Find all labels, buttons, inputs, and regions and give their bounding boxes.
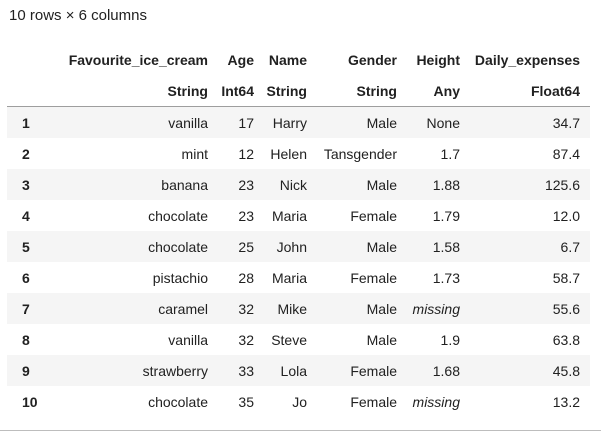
cell-age: 33 <box>238 362 254 379</box>
cell-favourite-ice-cream: vanilla <box>168 331 208 348</box>
cell-daily-expenses: 87.4 <box>552 145 580 162</box>
column-type-daily-expenses: Float64 <box>464 75 590 107</box>
cell-name: Helen <box>270 145 307 162</box>
column-type-height: Any <box>401 75 464 107</box>
cell-height: 1.7 <box>440 145 460 162</box>
cell-height: 1.79 <box>432 207 460 224</box>
table-row <box>7 355 590 386</box>
cell-height: 1.73 <box>432 269 460 286</box>
cell-name: Nick <box>279 176 307 193</box>
table-row <box>7 293 590 324</box>
table-row <box>7 169 590 200</box>
row-index: 9 <box>22 362 30 379</box>
row-index: 10 <box>22 393 38 410</box>
column-name-row <box>7 44 590 75</box>
cell-gender: Male <box>366 331 397 348</box>
cell-gender: Male <box>366 114 397 131</box>
cell-favourite-ice-cream: pistachio <box>152 269 208 286</box>
column-header-favourite-ice-cream: Favourite_ice_cream <box>68 51 208 68</box>
cell-daily-expenses: 58.7 <box>552 269 580 286</box>
cell-favourite-ice-cream: mint <box>181 145 208 162</box>
cell-name: Jo <box>292 393 307 410</box>
cell-height: 1.9 <box>440 331 460 348</box>
cell-height: 1.68 <box>432 362 460 379</box>
row-index: 4 <box>22 207 30 224</box>
cell-daily-expenses: 55.6 <box>552 300 580 317</box>
table-row <box>7 324 590 355</box>
column-header-age: Age <box>227 51 254 68</box>
cell-height: 1.58 <box>432 238 460 255</box>
cell-gender: Male <box>366 176 397 193</box>
cell-favourite-ice-cream: banana <box>161 176 208 193</box>
column-type-name: String <box>258 75 311 107</box>
cell-height-missing: missing <box>412 393 460 410</box>
row-index: 2 <box>22 145 30 162</box>
cell-gender: Male <box>366 238 397 255</box>
cell-name: Lola <box>280 362 307 379</box>
cell-name: Harry <box>272 114 307 131</box>
cell-gender: Female <box>350 393 397 410</box>
dataframe-table <box>7 44 590 417</box>
cell-age: 12 <box>238 145 254 162</box>
cell-age: 32 <box>238 300 254 317</box>
cell-age: 28 <box>238 269 254 286</box>
row-index: 7 <box>22 300 30 317</box>
cell-daily-expenses: 12.0 <box>552 207 580 224</box>
cell-favourite-ice-cream: caramel <box>158 300 208 317</box>
cell-gender: Male <box>366 300 397 317</box>
cell-favourite-ice-cream: chocolate <box>148 238 208 255</box>
column-header-daily-expenses: Daily_expenses <box>474 51 580 68</box>
cell-daily-expenses: 125.6 <box>544 176 580 193</box>
table-row <box>7 200 590 231</box>
column-type-gender: String <box>311 75 401 107</box>
table-row <box>7 107 590 139</box>
cell-favourite-ice-cream: strawberry <box>142 362 208 379</box>
bottom-divider <box>0 430 601 431</box>
cell-gender: Tansgender <box>323 145 397 162</box>
column-header-name: Name <box>268 51 307 68</box>
table-row <box>7 262 590 293</box>
row-index: 3 <box>22 176 30 193</box>
cell-height: None <box>426 114 460 131</box>
cell-name: Steve <box>271 331 307 348</box>
column-type-favourite-ice-cream: String <box>52 75 212 107</box>
cell-gender: Female <box>350 269 397 286</box>
cell-daily-expenses: 13.2 <box>552 393 580 410</box>
cell-age: 25 <box>238 238 254 255</box>
row-index: 1 <box>22 114 30 131</box>
cell-age: 32 <box>238 331 254 348</box>
cell-favourite-ice-cream: chocolate <box>148 207 208 224</box>
cell-daily-expenses: 34.7 <box>552 114 580 131</box>
cell-age: 17 <box>238 114 254 131</box>
cell-favourite-ice-cream: chocolate <box>148 393 208 410</box>
table-summary: 10 rows × 6 columns <box>9 7 147 24</box>
cell-gender: Female <box>350 362 397 379</box>
column-type-row <box>7 75 590 107</box>
column-header-gender: Gender <box>347 51 397 68</box>
row-index: 6 <box>22 269 30 286</box>
cell-name: Maria <box>271 269 307 286</box>
cell-daily-expenses: 63.8 <box>552 331 580 348</box>
index-type-header <box>7 75 52 107</box>
cell-daily-expenses: 45.8 <box>552 362 580 379</box>
cell-age: 23 <box>238 207 254 224</box>
table-row <box>7 386 590 417</box>
cell-name: Maria <box>271 207 307 224</box>
row-index: 8 <box>22 331 30 348</box>
index-header <box>7 44 52 75</box>
cell-gender: Female <box>350 207 397 224</box>
cell-name: Mike <box>277 300 307 317</box>
cell-age: 23 <box>238 176 254 193</box>
table-row <box>7 231 590 262</box>
cell-name: John <box>276 238 307 255</box>
column-header-height: Height <box>416 51 460 68</box>
row-index: 5 <box>22 238 30 255</box>
column-type-age: Int64 <box>212 75 258 107</box>
cell-height: 1.88 <box>432 176 460 193</box>
cell-daily-expenses: 6.7 <box>560 238 580 255</box>
cell-favourite-ice-cream: vanilla <box>168 114 208 131</box>
cell-age: 35 <box>238 393 254 410</box>
cell-height-missing: missing <box>412 300 460 317</box>
table-row <box>7 138 590 169</box>
